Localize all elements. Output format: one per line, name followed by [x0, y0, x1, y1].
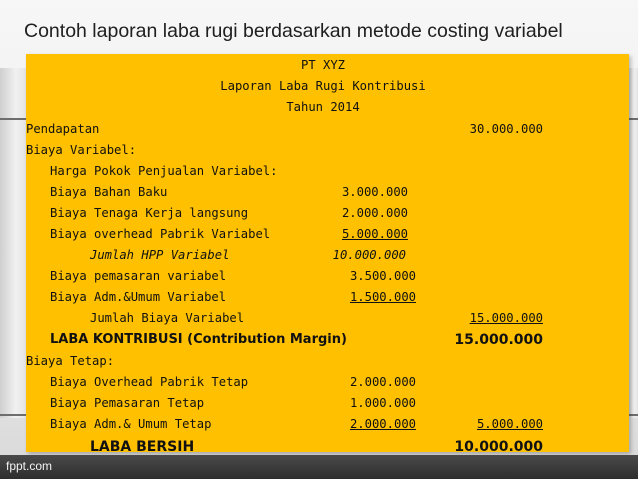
row-pemasaran-variabel — [18, 269, 628, 289]
row-amount-detail: 5.000.000 — [341, 227, 408, 241]
row-label: Biaya Tenaga Kerja langsung — [50, 206, 249, 220]
footer-brand: fppt.com — [6, 459, 53, 473]
right-decor-stripe — [628, 68, 638, 418]
row-label: LABA KONTRIBUSI (Contribution Margin) — [50, 332, 347, 347]
row-label: Biaya Adm.&Umum Variabel — [50, 290, 227, 304]
row-amount-detail: 3.500.000 — [349, 269, 416, 283]
row-biaya-tetap — [18, 354, 628, 374]
row-amount-detail: 2.000.000 — [341, 206, 408, 220]
row-amount-detail: 2.000.000 — [349, 417, 416, 431]
row-overhead-tetap — [18, 375, 628, 395]
row-amount-total: 15.000.000 — [454, 332, 543, 348]
row-adm-umum-tetap — [18, 417, 628, 437]
row-amount-detail: 1.500.000 — [349, 290, 416, 304]
row-amount-detail: 10.000.000 — [332, 248, 406, 262]
row-pemasaran-tetap — [18, 396, 628, 416]
footer-bar — [0, 455, 638, 479]
row-label: Biaya Pemasaran Tetap — [50, 396, 205, 410]
row-hpp-variabel-heading — [18, 164, 628, 184]
row-bahan-baku — [18, 185, 628, 205]
row-label: Biaya Adm.& Umum Tetap — [50, 417, 212, 431]
row-tenaga-kerja — [18, 206, 628, 226]
row-label: Jumlah Biaya Variabel — [90, 311, 245, 325]
row-amount-total: 15.000.000 — [469, 311, 543, 325]
row-label: Biaya overhead Pabrik Variabel — [50, 227, 271, 241]
row-amount-total: 10.000.000 — [454, 439, 543, 455]
report-period: Tahun 2014 — [286, 100, 360, 114]
row-label: Biaya Tetap: — [26, 354, 115, 368]
row-label: Biaya Overhead Pabrik Tetap — [50, 375, 249, 389]
row-label: Jumlah HPP Variabel — [90, 248, 230, 262]
row-label: Pendapatan — [26, 122, 100, 136]
row-label: Biaya pemasaran variabel — [50, 269, 227, 283]
row-biaya-variabel — [18, 143, 628, 163]
row-amount-detail: 3.000.000 — [341, 185, 408, 199]
report-name: Laporan Laba Rugi Kontribusi — [220, 79, 426, 93]
row-label: LABA BERSIH — [90, 439, 195, 455]
row-pendapatan — [18, 122, 628, 142]
company-name: PT XYZ — [300, 58, 346, 72]
row-overhead-variabel — [18, 227, 628, 247]
row-laba-kontribusi — [18, 332, 628, 352]
slide-title: Contoh laporan laba rugi berdasarkan metode costing variabel — [24, 20, 563, 42]
row-amount-detail: 1.000.000 — [349, 396, 416, 410]
row-amount-total: 5.000.000 — [476, 417, 543, 431]
row-label: Harga Pokok Penjualan Variabel: — [50, 164, 278, 178]
row-jumlah-biaya-variabel — [18, 311, 628, 331]
row-label: Biaya Variabel: — [26, 143, 137, 157]
row-jumlah-hpp — [18, 248, 628, 268]
row-adm-umum-variabel — [18, 290, 628, 310]
row-amount-detail: 2.000.000 — [349, 375, 416, 389]
row-amount-total: 30.000.000 — [469, 122, 543, 136]
row-label: Biaya Bahan Baku — [50, 185, 168, 199]
